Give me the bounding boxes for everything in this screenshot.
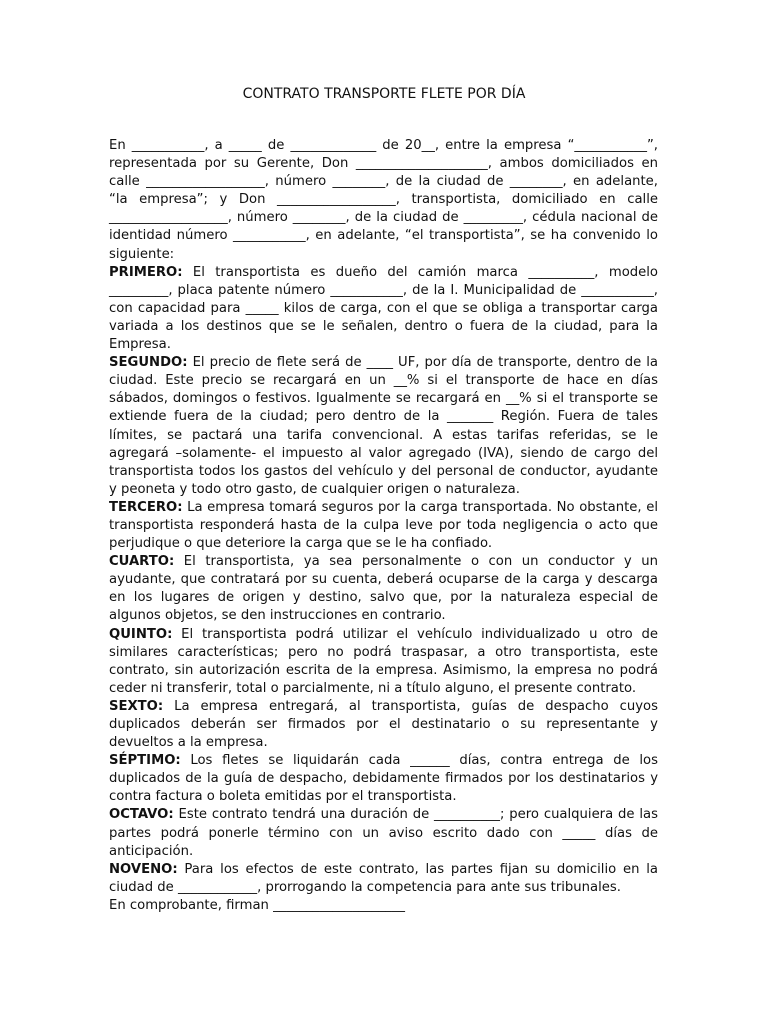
clause-cuarto [109,553,658,625]
clause-label: OCTAVO: [109,807,174,823]
clause-label: SEGUNDO: [109,355,188,371]
clause-text: La empresa entregará, al transportista, guías de despacho cuyos duplicados deberán ser firmados por el destinatario o su representante y devueltos a la empresa. [109,698,658,751]
intro-paragraph: En ___________, a _____ de _____________ de 20__, entre la empresa “___________”, representada por su Gerente, Don ____________________, ambos domiciliados en calle __________________, número ________, de la ciudad de ________, en adelante, “la empresa”; y Don __________________, transportista, domiciliado en calle __________________, número ________, de la ciudad de _________, cédula nacional de identidad número ___________, en adelante, “el transportista”, se ha convenido lo siguiente: [109,138,658,262]
clause-text: Para los efectos de este contrato, las partes fijan su domicilio en la ciudad de ____________, prorrogando la competencia para ante sus tribunales. [109,861,658,895]
clause-primero [109,264,658,354]
clause-septimo [109,752,658,806]
clause-label: TERCERO: [109,499,183,515]
clause-noveno [109,861,658,897]
closing-signature-line: En comprobante, firman ____________________ [109,897,405,913]
clause-text: La empresa tomará seguros por la carga transportada. No obstante, el transportista responderá hasta de la culpa leve por toda negligencia o acto que perjudique o que deteriore la carga que se le ha confiado. [109,499,658,552]
clause-label: SEXTO: [109,698,164,714]
clause-label: PRIMERO: [109,264,183,280]
clause-tercero [109,499,658,553]
clause-octavo [109,806,658,860]
clause-text: Este contrato tendrá una duración de __________; pero cualquiera de las partes podrá ponerle término con un aviso escrito dado con _____ días de anticipación. [109,807,658,859]
clause-label: SÉPTIMO: [109,753,181,769]
clause-quinto [109,626,658,698]
document-body [109,137,658,915]
clause-text: El transportista es dueño del camión marca __________, modelo _________, placa patente número ___________, de la I. Municipalidad de ___________, con capacidad para _____ kilos de carga, con el que se obliga a transportar carga variada a los destinos que se le señalen, dentro o fuera de la ciudad, para la Empresa. [109,264,658,353]
clause-label: NOVENO: [109,861,178,877]
document-title: CONTRATO TRANSPORTE FLETE POR DÍA [242,86,526,102]
clause-label: CUARTO: [109,554,175,570]
clause-text: El transportista podrá utilizar el vehículo individualizado u otro de similares características; pero no podrá traspasar, a otro transportista, este contrato, sin autorización escrita de la empresa. Asimismo, la empresa no podrá ceder ni transferir, total o parcialmente, ni a título alguno, el presente contrato. [109,626,658,696]
clause-text: Los fletes se liquidarán cada ______ días, contra entrega de los duplicados de la guía de despacho, debidamente firmados por los destinatarios y contra factura o boleta emitidas por el transportista. [109,753,658,805]
clause-segundo [109,354,658,499]
clause-sexto [109,698,658,752]
clause-label: QUINTO: [109,626,173,642]
clause-text: El precio de flete será de ____ UF, por día de transporte, dentro de la ciudad. Este precio se recargará en un __% si el transporte de hace en días sábados, domingos o festivos. Igualmente se recargará en __% si el transporte se extiende fuera de la ciudad; pero dentro de la _______ Región. Fuera de tales límites, se pactará una tarifa convencional. A estas tarifas referidas, se le agregará –solamente- el impuesto al valor agregado (IVA), siendo de cargo del transportista todos los gastos del vehículo y del personal de conductor, ayudante y peoneta y todo otro gasto, de cualquier origen o naturaleza. [109,355,658,497]
clause-text: El transportista, ya sea personalmente o con un conductor y un ayudante, que contratará por su cuenta, deberá ocuparse de la carga y descarga en los lugares de origen y destino, salvo que, por la naturaleza especial de algunos objetos, se den instrucciones en contrario. [109,554,658,624]
